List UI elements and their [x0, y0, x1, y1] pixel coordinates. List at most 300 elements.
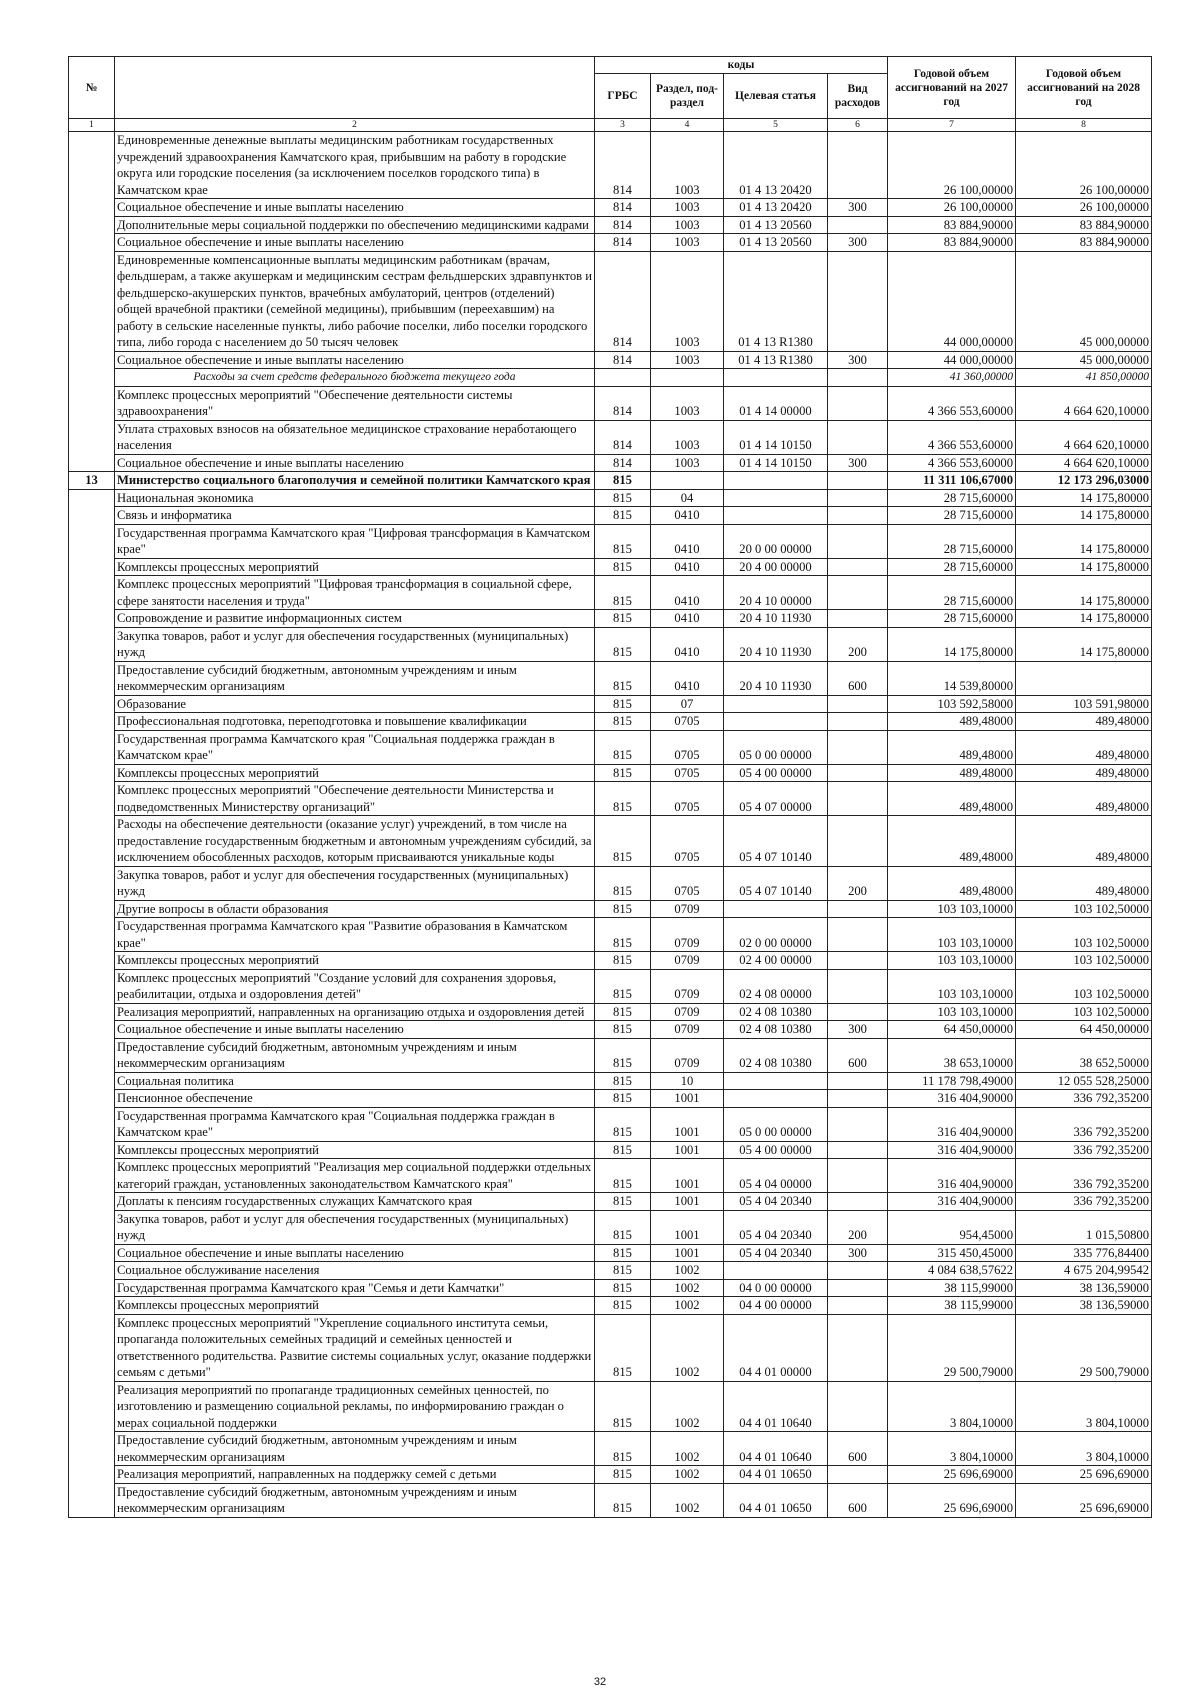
row-target-article: 01 4 13 R1380	[724, 251, 828, 351]
table-row	[69, 1279, 1152, 1297]
table-row	[69, 1090, 1152, 1108]
row-target-article: 01 4 14 10150	[724, 420, 828, 454]
row-section: 0705	[651, 816, 724, 867]
row-grbs: 814	[595, 251, 651, 351]
row-target-article: 01 4 14 10150	[724, 454, 828, 472]
row-section: 1002	[651, 1262, 724, 1280]
row-name: Комплексы процессных мероприятий	[115, 952, 595, 970]
row-section: 1002	[651, 1381, 724, 1432]
row-amount-2027: 11 311 106,67000	[888, 472, 1016, 490]
table-row	[69, 866, 1152, 900]
row-amount-2028: 489,48000	[1016, 764, 1152, 782]
row-expense-type	[828, 507, 888, 525]
row-expense-type	[828, 1003, 888, 1021]
row-grbs: 815	[595, 489, 651, 507]
table-row	[69, 386, 1152, 420]
row-target-article: 02 4 00 00000	[724, 952, 828, 970]
table-row	[69, 489, 1152, 507]
row-amount-2028: 489,48000	[1016, 713, 1152, 731]
row-target-article: 05 4 07 00000	[724, 782, 828, 816]
row-target-article: 05 4 07 10140	[724, 816, 828, 867]
row-section: 0709	[651, 900, 724, 918]
table-row	[69, 610, 1152, 628]
table-row	[69, 1193, 1152, 1211]
row-grbs: 815	[595, 1244, 651, 1262]
row-section: 0410	[651, 661, 724, 695]
row-amount-2028: 489,48000	[1016, 816, 1152, 867]
row-grbs: 815	[595, 1381, 651, 1432]
row-name: Профессиональная подготовка, переподготовка и повышение квалификации	[115, 713, 595, 731]
row-name: Социальное обеспечение и иные выплаты населению	[115, 1021, 595, 1039]
row-amount-2027: 83 884,90000	[888, 234, 1016, 252]
row-target-article: 20 4 10 11930	[724, 661, 828, 695]
row-section: 1002	[651, 1279, 724, 1297]
row-name: Уплата страховых взносов на обязательное медицинское страхование неработающего населения	[115, 420, 595, 454]
row-expense-type	[828, 816, 888, 867]
row-target-article: 04 0 00 00000	[724, 1279, 828, 1297]
row-expense-type	[828, 1072, 888, 1090]
row-amount-2028: 336 792,35200	[1016, 1107, 1152, 1141]
row-expense-type	[828, 1297, 888, 1315]
row-name: Комплексы процессных мероприятий	[115, 1297, 595, 1315]
row-section: 1003	[651, 454, 724, 472]
row-amount-2028: 103 102,50000	[1016, 952, 1152, 970]
row-grbs: 815	[595, 695, 651, 713]
row-target-article: 02 4 08 10380	[724, 1021, 828, 1039]
row-amount-2028: 103 102,50000	[1016, 1003, 1152, 1021]
row-amount-2028: 12 055 528,25000	[1016, 1072, 1152, 1090]
row-amount-2028: 336 792,35200	[1016, 1193, 1152, 1211]
row-name: Расходы на обеспечение деятельности (оказание услуг) учреждений, в том числе на предоставление государственным бюджетным и автономным учреждениям субсидий, за исключением обособленных расходов, которым присваиваются уникальные коды	[115, 816, 595, 867]
column-number: 2	[115, 119, 595, 132]
row-amount-2028: 103 102,50000	[1016, 900, 1152, 918]
table-row	[69, 524, 1152, 558]
row-section: 0709	[651, 918, 724, 952]
row-name: Комплекс процессных мероприятий "Укрепление социального института семьи, пропаганда положительных семейных традиций и семейных ценностей и ответственного родительства. Развитие системы социальных услуг, оказание поддержки семьям с детьми"	[115, 1314, 595, 1381]
table-row	[69, 507, 1152, 525]
row-section: 0410	[651, 524, 724, 558]
row-amount-2027: 316 404,90000	[888, 1107, 1016, 1141]
row-section: 0410	[651, 558, 724, 576]
row-expense-type	[828, 952, 888, 970]
row-grbs: 815	[595, 627, 651, 661]
row-grbs: 815	[595, 524, 651, 558]
row-target-article: 20 4 10 11930	[724, 627, 828, 661]
row-expense-type	[828, 576, 888, 610]
row-target-article: 05 0 00 00000	[724, 730, 828, 764]
column-number: 8	[1016, 119, 1152, 132]
row-target-article	[724, 369, 828, 387]
row-expense-type: 300	[828, 454, 888, 472]
table-row	[69, 1314, 1152, 1381]
row-target-article: 01 4 13 20420	[724, 199, 828, 217]
row-grbs: 815	[595, 1297, 651, 1315]
row-section: 0705	[651, 730, 724, 764]
row-section: 1002	[651, 1432, 724, 1466]
header-target: Целевая статья	[724, 74, 828, 119]
row-amount-2027: 489,48000	[888, 764, 1016, 782]
header-number: №	[69, 57, 115, 119]
row-amount-2028: 3 804,10000	[1016, 1381, 1152, 1432]
table-row	[69, 1141, 1152, 1159]
row-amount-2027: 954,45000	[888, 1210, 1016, 1244]
row-grbs: 815	[595, 1107, 651, 1141]
row-expense-type: 200	[828, 1210, 888, 1244]
row-section: 0705	[651, 713, 724, 731]
row-amount-2028: 336 792,35200	[1016, 1159, 1152, 1193]
row-target-article	[724, 1262, 828, 1280]
row-amount-2028	[1016, 661, 1152, 695]
table-row	[69, 1381, 1152, 1432]
row-section: 1001	[651, 1193, 724, 1211]
row-target-article: 04 4 00 00000	[724, 1297, 828, 1315]
row-target-article: 05 0 00 00000	[724, 1107, 828, 1141]
row-target-article: 01 4 14 00000	[724, 386, 828, 420]
row-amount-2027: 14 539,80000	[888, 661, 1016, 695]
row-grbs: 815	[595, 558, 651, 576]
row-expense-type	[828, 216, 888, 234]
table-row	[69, 576, 1152, 610]
row-grbs: 814	[595, 199, 651, 217]
row-section: 0709	[651, 1021, 724, 1039]
row-expense-type	[828, 489, 888, 507]
table-row	[69, 420, 1152, 454]
row-amount-2027: 103 103,10000	[888, 900, 1016, 918]
row-grbs: 815	[595, 1483, 651, 1517]
row-amount-2027: 489,48000	[888, 866, 1016, 900]
row-target-article	[724, 1072, 828, 1090]
row-target-article: 01 4 13 20560	[724, 234, 828, 252]
table-row	[69, 1466, 1152, 1484]
row-amount-2028: 83 884,90000	[1016, 234, 1152, 252]
row-expense-type	[828, 713, 888, 731]
row-expense-type: 300	[828, 1021, 888, 1039]
row-amount-2027: 41 360,00000	[888, 369, 1016, 387]
row-amount-2027: 29 500,79000	[888, 1314, 1016, 1381]
row-expense-type	[828, 1159, 888, 1193]
row-section: 0709	[651, 1038, 724, 1072]
row-amount-2027: 38 115,99000	[888, 1279, 1016, 1297]
table-row	[69, 1297, 1152, 1315]
row-amount-2028: 12 173 296,03000	[1016, 472, 1152, 490]
row-section: 1001	[651, 1244, 724, 1262]
row-section	[651, 369, 724, 387]
row-target-article	[724, 900, 828, 918]
row-grbs: 815	[595, 1279, 651, 1297]
row-section: 0410	[651, 610, 724, 628]
row-amount-2027: 4 366 553,60000	[888, 386, 1016, 420]
row-amount-2027: 315 450,45000	[888, 1244, 1016, 1262]
row-expense-type	[828, 1466, 888, 1484]
row-target-article: 20 4 00 00000	[724, 558, 828, 576]
row-amount-2028: 25 696,69000	[1016, 1466, 1152, 1484]
row-section: 1001	[651, 1090, 724, 1108]
row-expense-type	[828, 386, 888, 420]
table-row	[69, 764, 1152, 782]
row-amount-2027: 489,48000	[888, 730, 1016, 764]
row-amount-2027: 103 592,58000	[888, 695, 1016, 713]
row-amount-2027: 44 000,00000	[888, 351, 1016, 369]
table-row	[69, 558, 1152, 576]
row-expense-type: 600	[828, 1432, 888, 1466]
row-section: 0705	[651, 782, 724, 816]
row-amount-2028: 29 500,79000	[1016, 1314, 1152, 1381]
table-row	[69, 1244, 1152, 1262]
row-name: Социальное обеспечение и иные выплаты населению	[115, 454, 595, 472]
row-amount-2027: 28 715,60000	[888, 507, 1016, 525]
column-number: 5	[724, 119, 828, 132]
row-section: 1003	[651, 251, 724, 351]
row-section: 1001	[651, 1210, 724, 1244]
row-target-article: 02 0 00 00000	[724, 918, 828, 952]
row-name: Комплекс процессных мероприятий "Цифровая трансформация в социальной сфере, сфере занятости населения и труда"	[115, 576, 595, 610]
row-target-article: 04 4 01 10640	[724, 1381, 828, 1432]
row-amount-2027: 44 000,00000	[888, 251, 1016, 351]
row-amount-2028: 26 100,00000	[1016, 132, 1152, 199]
row-name: Комплексы процессных мероприятий	[115, 1141, 595, 1159]
row-amount-2028: 103 102,50000	[1016, 918, 1152, 952]
row-amount-2028: 4 664 620,10000	[1016, 386, 1152, 420]
row-name: Закупка товаров, работ и услуг для обеспечения государственных (муниципальных) нужд	[115, 1210, 595, 1244]
row-expense-type	[828, 900, 888, 918]
row-amount-2028: 45 000,00000	[1016, 251, 1152, 351]
row-expense-type	[828, 764, 888, 782]
row-amount-2027: 28 715,60000	[888, 610, 1016, 628]
row-grbs: 815	[595, 713, 651, 731]
row-name: Другие вопросы в области образования	[115, 900, 595, 918]
row-amount-2028: 489,48000	[1016, 866, 1152, 900]
row-name: Комплексы процессных мероприятий	[115, 558, 595, 576]
row-expense-type	[828, 1090, 888, 1108]
row-name: Министерство социального благополучия и семейной политики Камчатского края	[115, 472, 595, 490]
row-section: 1003	[651, 420, 724, 454]
row-expense-type	[828, 472, 888, 490]
row-amount-2028: 14 175,80000	[1016, 524, 1152, 558]
header-codes: коды	[595, 57, 888, 74]
row-name: Комплексы процессных мероприятий	[115, 764, 595, 782]
row-section: 0709	[651, 969, 724, 1003]
row-amount-2028: 14 175,80000	[1016, 576, 1152, 610]
row-grbs: 815	[595, 764, 651, 782]
row-amount-2027: 14 175,80000	[888, 627, 1016, 661]
row-amount-2028: 83 884,90000	[1016, 216, 1152, 234]
table-row	[69, 1072, 1152, 1090]
row-target-article: 05 4 04 20340	[724, 1193, 828, 1211]
row-grbs: 815	[595, 969, 651, 1003]
row-name: Дополнительные меры социальной поддержки по обеспечению медицинскими кадрами	[115, 216, 595, 234]
column-number: 1	[69, 119, 115, 132]
table-row	[69, 1210, 1152, 1244]
row-name: Социальное обеспечение и иные выплаты населению	[115, 1244, 595, 1262]
row-expense-type	[828, 1279, 888, 1297]
header-2027: Годовой объем ассигнований на 2027 год	[888, 57, 1016, 119]
row-number-cell	[69, 489, 115, 1517]
row-target-article	[724, 507, 828, 525]
row-section: 0410	[651, 627, 724, 661]
row-expense-type	[828, 730, 888, 764]
table-row	[69, 1159, 1152, 1193]
row-name: Реализация мероприятий по пропаганде традиционных семейных ценностей, по изготовлению и размещению социальной рекламы, по информированию граждан о мерах социальной поддержки	[115, 1381, 595, 1432]
row-amount-2027: 38 115,99000	[888, 1297, 1016, 1315]
row-amount-2027: 28 715,60000	[888, 524, 1016, 558]
row-target-article: 05 4 04 00000	[724, 1159, 828, 1193]
row-name: Социальное обслуживание населения	[115, 1262, 595, 1280]
row-amount-2027: 26 100,00000	[888, 132, 1016, 199]
row-amount-2027: 28 715,60000	[888, 576, 1016, 610]
row-section: 1001	[651, 1141, 724, 1159]
row-grbs: 815	[595, 1090, 651, 1108]
row-name: Государственная программа Камчатского края "Социальная поддержка граждан в Камчатском крае"	[115, 1107, 595, 1141]
row-section: 1002	[651, 1483, 724, 1517]
row-grbs: 815	[595, 900, 651, 918]
row-section: 1003	[651, 199, 724, 217]
row-expense-type	[828, 1107, 888, 1141]
row-amount-2027: 11 178 798,49000	[888, 1072, 1016, 1090]
row-amount-2027: 26 100,00000	[888, 199, 1016, 217]
column-number: 4	[651, 119, 724, 132]
row-expense-type	[828, 1193, 888, 1211]
row-amount-2027: 28 715,60000	[888, 558, 1016, 576]
row-amount-2027: 489,48000	[888, 816, 1016, 867]
row-expense-type: 600	[828, 1038, 888, 1072]
row-name: Предоставление субсидий бюджетным, автономным учреждениям и иным некоммерческим организациям	[115, 1483, 595, 1517]
row-name: Государственная программа Камчатского края "Цифровая трансформация в Камчатском крае"	[115, 524, 595, 558]
row-number-cell	[69, 132, 115, 472]
table-row	[69, 661, 1152, 695]
row-amount-2028: 41 850,00000	[1016, 369, 1152, 387]
row-grbs: 815	[595, 1159, 651, 1193]
row-name: Комплекс процессных мероприятий "Реализация мер социальной поддержки отдельных категорий граждан, установленных законодательством Камчатского края"	[115, 1159, 595, 1193]
row-expense-type	[828, 695, 888, 713]
row-expense-type: 200	[828, 866, 888, 900]
row-section	[651, 472, 724, 490]
row-grbs: 815	[595, 610, 651, 628]
row-grbs: 815	[595, 507, 651, 525]
row-target-article: 01 4 13 R1380	[724, 351, 828, 369]
row-section: 04	[651, 489, 724, 507]
table-row	[69, 1107, 1152, 1141]
table-row	[69, 369, 1152, 387]
row-section: 0709	[651, 1003, 724, 1021]
row-grbs: 815	[595, 816, 651, 867]
table-row	[69, 900, 1152, 918]
header-2028: Годовой объем ассигнований на 2028 год	[1016, 57, 1152, 119]
table-row	[69, 351, 1152, 369]
row-amount-2027: 4 366 553,60000	[888, 454, 1016, 472]
row-amount-2028: 103 591,98000	[1016, 695, 1152, 713]
row-target-article: 05 4 00 00000	[724, 1141, 828, 1159]
row-section: 0410	[651, 507, 724, 525]
row-amount-2027: 489,48000	[888, 782, 1016, 816]
row-target-article: 05 4 04 20340	[724, 1244, 828, 1262]
row-amount-2027: 103 103,10000	[888, 969, 1016, 1003]
row-amount-2028: 4 664 620,10000	[1016, 454, 1152, 472]
row-amount-2027: 316 404,90000	[888, 1141, 1016, 1159]
row-amount-2028: 489,48000	[1016, 782, 1152, 816]
row-target-article	[724, 1090, 828, 1108]
row-grbs: 814	[595, 386, 651, 420]
row-amount-2028: 14 175,80000	[1016, 610, 1152, 628]
column-numbers-row	[69, 119, 1152, 132]
row-grbs: 815	[595, 576, 651, 610]
table-body	[69, 132, 1152, 1518]
page-number: 32	[593, 1676, 607, 1688]
row-target-article: 20 4 10 00000	[724, 576, 828, 610]
row-name: Социальное обеспечение и иные выплаты населению	[115, 234, 595, 252]
row-target-article	[724, 713, 828, 731]
row-expense-type	[828, 1262, 888, 1280]
column-number: 3	[595, 119, 651, 132]
row-section: 1001	[651, 1107, 724, 1141]
row-expense-type: 300	[828, 351, 888, 369]
row-expense-type: 300	[828, 234, 888, 252]
row-target-article: 20 0 00 00000	[724, 524, 828, 558]
row-number: 13	[69, 472, 115, 490]
table-row	[69, 695, 1152, 713]
row-name: Реализация мероприятий, направленных на поддержку семей с детьми	[115, 1466, 595, 1484]
table-row	[69, 1038, 1152, 1072]
row-name: Доплаты к пенсиям государственных служащих Камчатского края	[115, 1193, 595, 1211]
row-section: 10	[651, 1072, 724, 1090]
row-amount-2028: 64 450,00000	[1016, 1021, 1152, 1039]
row-target-article: 01 4 13 20560	[724, 216, 828, 234]
row-amount-2027: 489,48000	[888, 713, 1016, 731]
row-grbs	[595, 369, 651, 387]
table-row	[69, 132, 1152, 199]
row-section: 1003	[651, 234, 724, 252]
budget-table	[68, 56, 1152, 1518]
row-name: Национальная экономика	[115, 489, 595, 507]
row-grbs: 815	[595, 1003, 651, 1021]
row-grbs: 814	[595, 351, 651, 369]
column-number: 7	[888, 119, 1016, 132]
row-name: Государственная программа Камчатского края "Социальная поддержка граждан в Камчатском крае"	[115, 730, 595, 764]
row-amount-2027: 4 084 638,57622	[888, 1262, 1016, 1280]
row-name: Государственная программа Камчатского края "Семья и дети Камчатки"	[115, 1279, 595, 1297]
row-amount-2028: 14 175,80000	[1016, 489, 1152, 507]
table-row	[69, 454, 1152, 472]
table-row	[69, 216, 1152, 234]
row-target-article: 20 4 10 11930	[724, 610, 828, 628]
row-expense-type: 300	[828, 1244, 888, 1262]
row-grbs: 815	[595, 1021, 651, 1039]
row-target-article: 04 4 01 00000	[724, 1314, 828, 1381]
row-target-article	[724, 695, 828, 713]
row-grbs: 815	[595, 730, 651, 764]
row-amount-2027: 25 696,69000	[888, 1483, 1016, 1517]
row-section: 1001	[651, 1159, 724, 1193]
row-amount-2027: 103 103,10000	[888, 952, 1016, 970]
table-row	[69, 713, 1152, 731]
row-section: 0709	[651, 952, 724, 970]
row-section: 0410	[651, 576, 724, 610]
table-row	[69, 1003, 1152, 1021]
row-expense-type	[828, 610, 888, 628]
row-name: Единовременные денежные выплаты медицинским работникам государственных учреждений здравоохранения Камчатского края, прибывшим на работу в городские округа или городские поселения (за исключением поселков городского типа) в Камчатском крае	[115, 132, 595, 199]
row-amount-2028: 26 100,00000	[1016, 199, 1152, 217]
row-name: Государственная программа Камчатского края "Развитие образования в Камчатском крае"	[115, 918, 595, 952]
row-target-article: 05 4 04 20340	[724, 1210, 828, 1244]
table-row	[69, 1021, 1152, 1039]
row-amount-2027: 25 696,69000	[888, 1466, 1016, 1484]
row-name: Образование	[115, 695, 595, 713]
row-expense-type	[828, 969, 888, 1003]
row-grbs: 815	[595, 1141, 651, 1159]
row-name: Комплекс процессных мероприятий "Обеспечение деятельности Министерства и подведомственных Министерству организаций"	[115, 782, 595, 816]
row-grbs: 814	[595, 420, 651, 454]
row-expense-type	[828, 1141, 888, 1159]
row-target-article: 04 4 01 10650	[724, 1466, 828, 1484]
